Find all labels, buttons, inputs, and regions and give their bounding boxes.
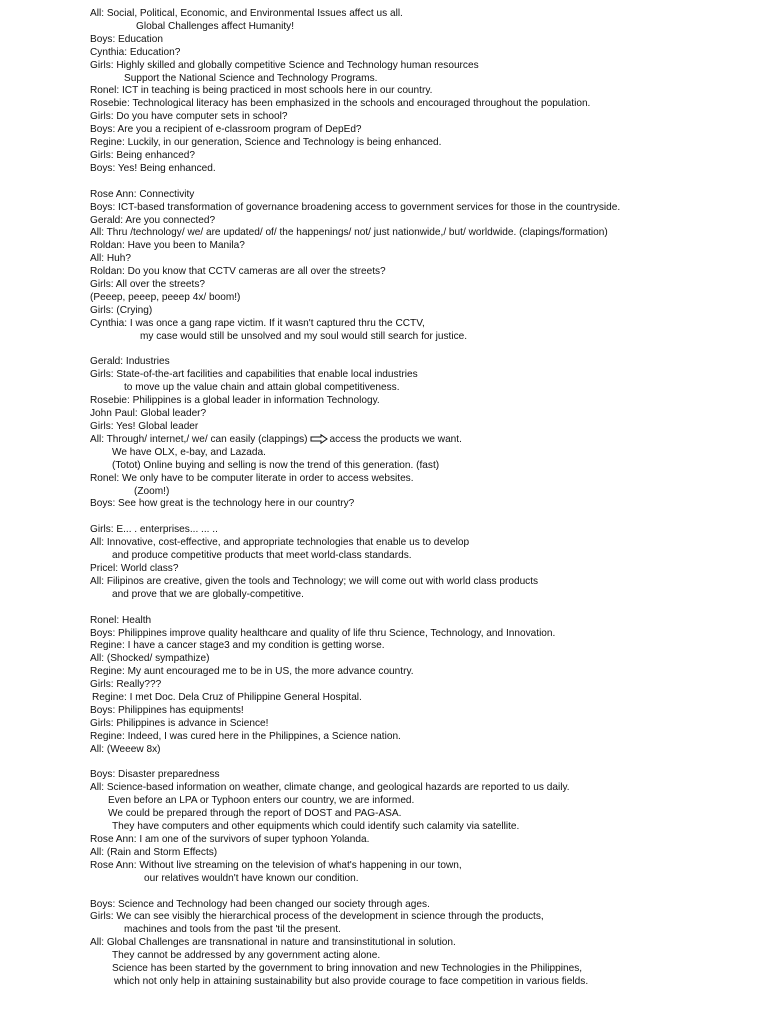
dialogue-line: Pricel: World class? [90,562,179,574]
dialogue-line: Global Challenges affect Humanity! [136,20,295,32]
dialogue-line: Girls: All over the streets? [90,279,205,291]
section-heading: Gerald: Industries [90,356,170,368]
section-heading: Boys: Disaster preparedness [90,769,220,781]
dialogue-line: Ronel: ICT in teaching is being practiced in most schools here in our country. [90,85,433,97]
dialogue-line: (Totot) Online buying and selling is now the trend of this generation. (fast) [112,459,440,471]
dialogue-line: machines and tools from the past 'til the present. [124,924,341,936]
dialogue-line: All: Thru /technology/ we/ are updated/ of/ the happenings/ not/ just nationwide,/ but/ worldwide. (clapings/formation) [90,227,608,239]
dialogue-line: Ronel: We only have to be computer literate in order to access websites. [90,472,414,484]
dialogue-line: Cynthia: Education? [90,46,181,58]
dialogue-line: Roldan: Have you been to Manila? [90,240,245,252]
dialogue-line: All: Innovative, cost-effective, and appropriate technologies that enable us to develop [90,537,470,549]
dialogue-line: Girls: Philippines is advance in Science! [90,717,269,729]
dialogue-line: Boys: Education [90,33,163,45]
dialogue-line: We could be prepared through the report of DOST and PAG-ASA. [108,808,402,820]
paragraph-gap [90,757,760,770]
dialogue-line: Girls: (Crying) [90,304,153,316]
dialogue-line: Girls: State-of-the-art facilities and capabilities that enable local industries [90,369,418,381]
paragraph-gap [90,886,760,899]
dialogue-line: our relatives wouldn't have known our condition. [144,872,359,884]
dialogue-line: my case would still be unsolved and my soul would still search for justice. [140,330,468,342]
section-heading: Ronel: Health [90,614,152,626]
dialogue-line: (Peeep, peeep, peeep 4x/ boom!) [90,291,241,303]
dialogue-line: Roldan: Do you know that CCTV cameras are all over the streets? [90,266,386,278]
dialogue-line: Rose Ann: Without live streaming on the television of what's happening in our town, [90,859,462,871]
dialogue-line: Boys: Yes! Being enhanced. [90,162,216,174]
dialogue-line: Regine: I have a cancer stage3 and my condition is getting worse. [90,640,385,652]
dialogue-line: They have computers and other equipments which could identify such calamity via satellite. [112,821,520,833]
dialogue-line: Boys: See how great is the technology here in our country? [90,498,355,510]
dialogue-line: Boys: Philippines has equipments! [90,704,244,716]
dialogue-line: and produce competitive products that meet world-class standards. [112,550,412,562]
section-heading: Girls: E... . enterprises... ... .. [90,524,218,536]
paragraph-gap [90,602,760,615]
dialogue-line: which not only help in attaining sustainability but also provide courage to face competition in various fields. [114,975,589,987]
dialogue-line: Boys: Philippines improve quality healthcare and quality of life thru Science, Technology, and Innovation. [90,627,556,639]
dialogue-line: Girls: Do you have computer sets in school? [90,111,288,123]
dialogue-text: access the products we want. [329,433,462,445]
paragraph-gap [90,176,760,189]
dialogue-line: Girls: We can see visibly the hierarchical process of the development in science through the products, [90,911,544,923]
dialogue-line: Boys: Science and Technology had been changed our society through ages. [90,898,430,910]
paragraph-gap [90,344,760,357]
dialogue-line: All: (Rain and Storm Effects) [90,846,218,858]
section-heading: Rose Ann: Connectivity [90,188,195,200]
dialogue-text: All: Through/ internet,/ we/ can easily (clappings) [90,433,308,445]
dialogue-line: (Zoom!) [134,485,170,497]
right-arrow-icon [310,434,328,449]
dialogue-line: Rosebie: Technological literacy has been emphasized in the schools and encouraged throughout the population. [90,98,591,110]
dialogue-line: Gerald: Are you connected? [90,214,216,226]
dialogue-line: Regine: My aunt encouraged me to be in US, the more advance country. [90,666,414,678]
document-page [90,8,760,989]
paragraph-gap [90,511,760,524]
dialogue-line: All: Global Challenges are transnational in nature and transinstitutional in solution. [90,937,456,949]
dialogue-line: Girls: Really??? [90,679,162,691]
dialogue-line: All: Filipinos are creative, given the tools and Technology; we will come out with world class products [90,575,539,587]
dialogue-line: Rose Ann: I am one of the survivors of super typhoon Yolanda. [90,834,370,845]
dialogue-line: Regine: I met Doc. Dela Cruz of Philippine General Hospital. [92,692,362,704]
dialogue-line: and prove that we are globally-competitive. [112,588,304,600]
dialogue-line [90,434,760,447]
dialogue-line: Cynthia: I was once a gang rape victim. If it wasn't captured thru the CCTV, [90,317,425,329]
dialogue-line: All: Science-based information on weather, climate change, and geological hazards are reported to us daily. [90,782,570,794]
dialogue-line: Boys: ICT-based transformation of governance broadening access to government services for those in the countryside. [90,201,621,213]
dialogue-line: Girls: Yes! Global leader [90,421,199,432]
dialogue-line: Even before an LPA or Typhoon enters our country, we are informed. [108,795,415,807]
dialogue-line: Girls: Being enhanced? [90,149,195,161]
dialogue-line: Rosebie: Philippines is a global leader in information Technology. [90,395,380,407]
dialogue-line: All: Social, Political, Economic, and Environmental Issues affect us all. [90,8,403,19]
dialogue-line: Girls: Highly skilled and globally competitive Science and Technology human resources [90,59,479,71]
dialogue-line: All: (Weeew 8x) [90,743,161,755]
dialogue-line: Regine: Luckily, in our generation, Science and Technology is being enhanced. [90,137,442,149]
dialogue-line: Boys: Are you a recipient of e-classroom program of DepEd? [90,124,362,136]
dialogue-line: Support the National Science and Technology Programs. [124,72,378,84]
dialogue-line: All: Huh? [90,253,131,265]
dialogue-line: John Paul: Global leader? [90,408,207,420]
dialogue-line: All: (Shocked/ sympathize) [90,653,210,665]
dialogue-line: They cannot be addressed by any government acting alone. [112,950,381,962]
dialogue-line: We have OLX, e-bay, and Lazada. [112,446,266,458]
dialogue-line: to move up the value chain and attain global competitiveness. [124,382,400,394]
dialogue-line: Science has been started by the government to bring innovation and new Technologies in the Philippines, [112,963,583,975]
dialogue-line: Regine: Indeed, I was cured here in the Philippines, a Science nation. [90,730,401,742]
